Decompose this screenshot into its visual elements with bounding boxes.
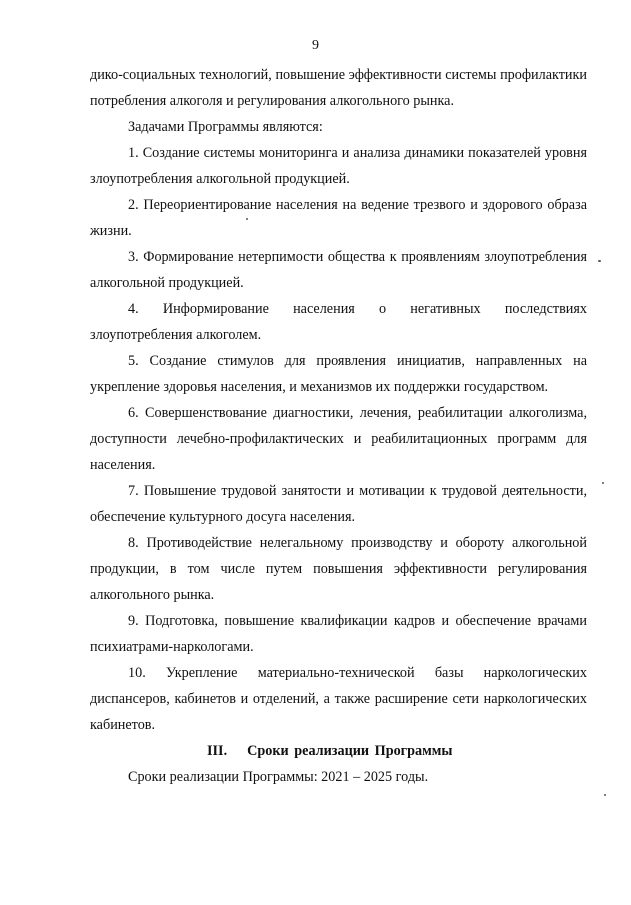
document-body (90, 62, 587, 790)
task-item-2: 2. Переориентирование населения на ведение трезвого и здорового образа жизни. (90, 197, 587, 239)
scan-speck (598, 260, 601, 262)
scan-speck (246, 218, 248, 220)
task-item-4: 4. Информирование населения о негативных последствиях злоупотребления алкоголем. (90, 301, 587, 343)
section-title: Сроки реализации Программы (247, 743, 453, 759)
task-item-6: 6. Совершенствование диагностики, лечения, реабилитации алкоголизма, доступности лечебно-профилактических и реабилитационных программ для населения. (90, 405, 587, 473)
task-item-3: 3. Формирование нетерпимости общества к проявлениям злоупотребления алкогольной продукцией. (90, 249, 587, 291)
paragraph-continuation: дико-социальных технологий, повышение эффективности системы профилактики потребления алкоголя и регулирования алкогольного рынка. (90, 67, 587, 109)
task-item-7: 7. Повышение трудовой занятости и мотивации к трудовой деятельности, обеспечение культурного досуга населения. (90, 483, 587, 525)
task-item-1: 1. Создание системы мониторинга и анализа динамики показателей уровня злоупотребления алкогольной продукцией. (90, 145, 587, 187)
task-item-9: 9. Подготовка, повышение квалификации кадров и обеспечение врачами психиатрами-наркологами. (90, 613, 587, 655)
section-heading (90, 738, 587, 764)
paragraph-implementation-period: Сроки реализации Программы: 2021 – 2025 годы. (128, 769, 429, 785)
section-number: III. (207, 743, 228, 759)
task-item-10: 10. Укрепление материально-технической базы наркологических диспансеров, кабинетов и отделений, а также расширение сети наркологических кабинетов. (90, 665, 587, 733)
page-number: 9 (312, 38, 319, 53)
scan-speck (604, 794, 606, 796)
paragraph-tasks-intro: Задачами Программы являются: (128, 119, 323, 135)
task-item-8: 8. Противодействие нелегальному производству и обороту алкогольной продукции, в том числе путем повышения эффективности регулирования алкогольного рынка. (90, 535, 587, 603)
task-item-5: 5. Создание стимулов для проявления инициатив, направленных на укрепление здоровья населения, и механизмов их поддержки государством. (90, 353, 587, 395)
scan-speck (602, 482, 604, 484)
